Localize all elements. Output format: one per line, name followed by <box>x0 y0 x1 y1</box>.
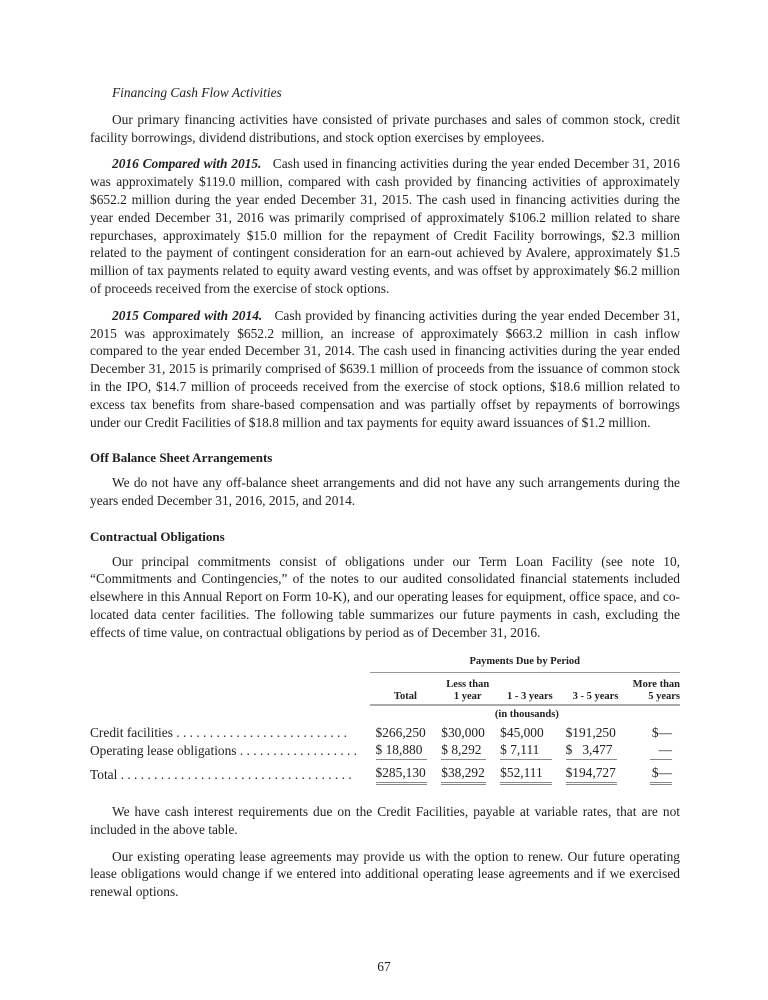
lease-note: Our existing operating lease agreements may provide us with the option to renew. Our future operating lease obligations would change if we entered into additional operating lease agreements and if we exercised renewal options. <box>90 848 680 900</box>
page-number: 67 <box>377 959 391 974</box>
off-balance-section <box>90 449 680 509</box>
paragraph-2016: 2016 Compared with 2015. Cash used in financing activities during the year ended December 31, 2016 was approximately $119.0 million, compared with cash provided by financing activities of approximately $652.2 million during the year ended December 31, 2015. The cash used in financing activities during the year ended December 31, 2016 was primarily comprised of approximately $106.2 million related to share repurchases, approximately $15.0 million for the repayment of Credit Facility borrowings, $2.3 million related to the payment of contingent consideration for an earn-out achieved by Avalere, approximately $1.5 million of tax payments related to equity award vesting events, and was offset by approximately $6.2 million of proceeds received from the exercise of stock options. <box>90 156 680 296</box>
units-label: (in thousands) <box>494 708 559 720</box>
paragraph-2015: 2015 Compared with 2014. Cash provided by financing activities during the year ended December 31, 2015 was approximately $652.2 million, an increase of approximately $663.2 million in cash inflow compared to the year ended December 31, 2014. The cash used in financing activities during the year ended December 31, 2015 is primarily comprised of $639.1 million of proceeds from the issuance of common stock in the IPO, $14.7 million of proceeds received from the exercise of stock options, $18.6 million related to excess tax benefits from share-based compensation and was partially offset by repayments of borrowings under our Credit Facilities of $18.8 million and tax payments for equity award issuances of $1.2 million. <box>90 307 681 430</box>
col-header: Total <box>370 672 436 705</box>
section-title: Financing Cash Flow Activities <box>112 85 282 100</box>
off-balance-text: We do not have any off-balance sheet arrangements and did not have any such arrangements during the years ended December 31, 2016, 2015, and 2014. <box>90 475 680 508</box>
contractual-text: Our principal commitments consist of obligations under our Term Loan Facility (see note 10, “Commitments and Contingencies,” of the notes to our audited consolidated financial statements included elsewhere in this Annual Report on Form 10-K), and our operating leases for equipment, office space, and co-located data center facilities. The following table summarizes our future payments in cash, excluding the effects of time value, on contractual obligations by period as of December 31, 2016. <box>90 553 680 640</box>
off-balance-heading: Off Balance Sheet Arrangements <box>90 450 273 466</box>
col-header: Less than 1 year <box>435 672 494 705</box>
table-row: Credit facilities . . . . . . . . . . . . . . . . . . . . . . . . . . $266,250 $30,000 $45,000 $191,250 $— <box>90 724 672 740</box>
intro-paragraph: Our primary financing activities have consisted of private purchases and sales of common stock, credit facility borrowings, dividend distributions, and stock option exercises by employees. <box>90 111 680 145</box>
table-row-total: Total . . . . . . . . . . . . . . . . . . . . . . . . . . . . . . . . . . . $285,130 $38,292 $52,111 $194,727 $— <box>90 760 680 785</box>
contractual-heading: Contractual Obligations <box>90 528 225 544</box>
table-row: Operating lease obligations . . . . . . . . . . . . . . . . . . $ 18,880 $ 8,292 $ 7,111 $ 3,477 — <box>90 741 680 760</box>
group-header: Payments Due by Period <box>370 656 680 673</box>
interest-note: We have cash interest requirements due on the Credit Facilities, payable at variable rates, that are not included in the above table. <box>90 803 680 837</box>
col-header: More than 5 years <box>625 672 680 705</box>
contractual-section <box>90 528 680 642</box>
col-header: 1 - 3 years <box>494 672 559 705</box>
col-header: 3 - 5 years <box>560 672 626 705</box>
contractual-obligations-table <box>90 656 680 785</box>
